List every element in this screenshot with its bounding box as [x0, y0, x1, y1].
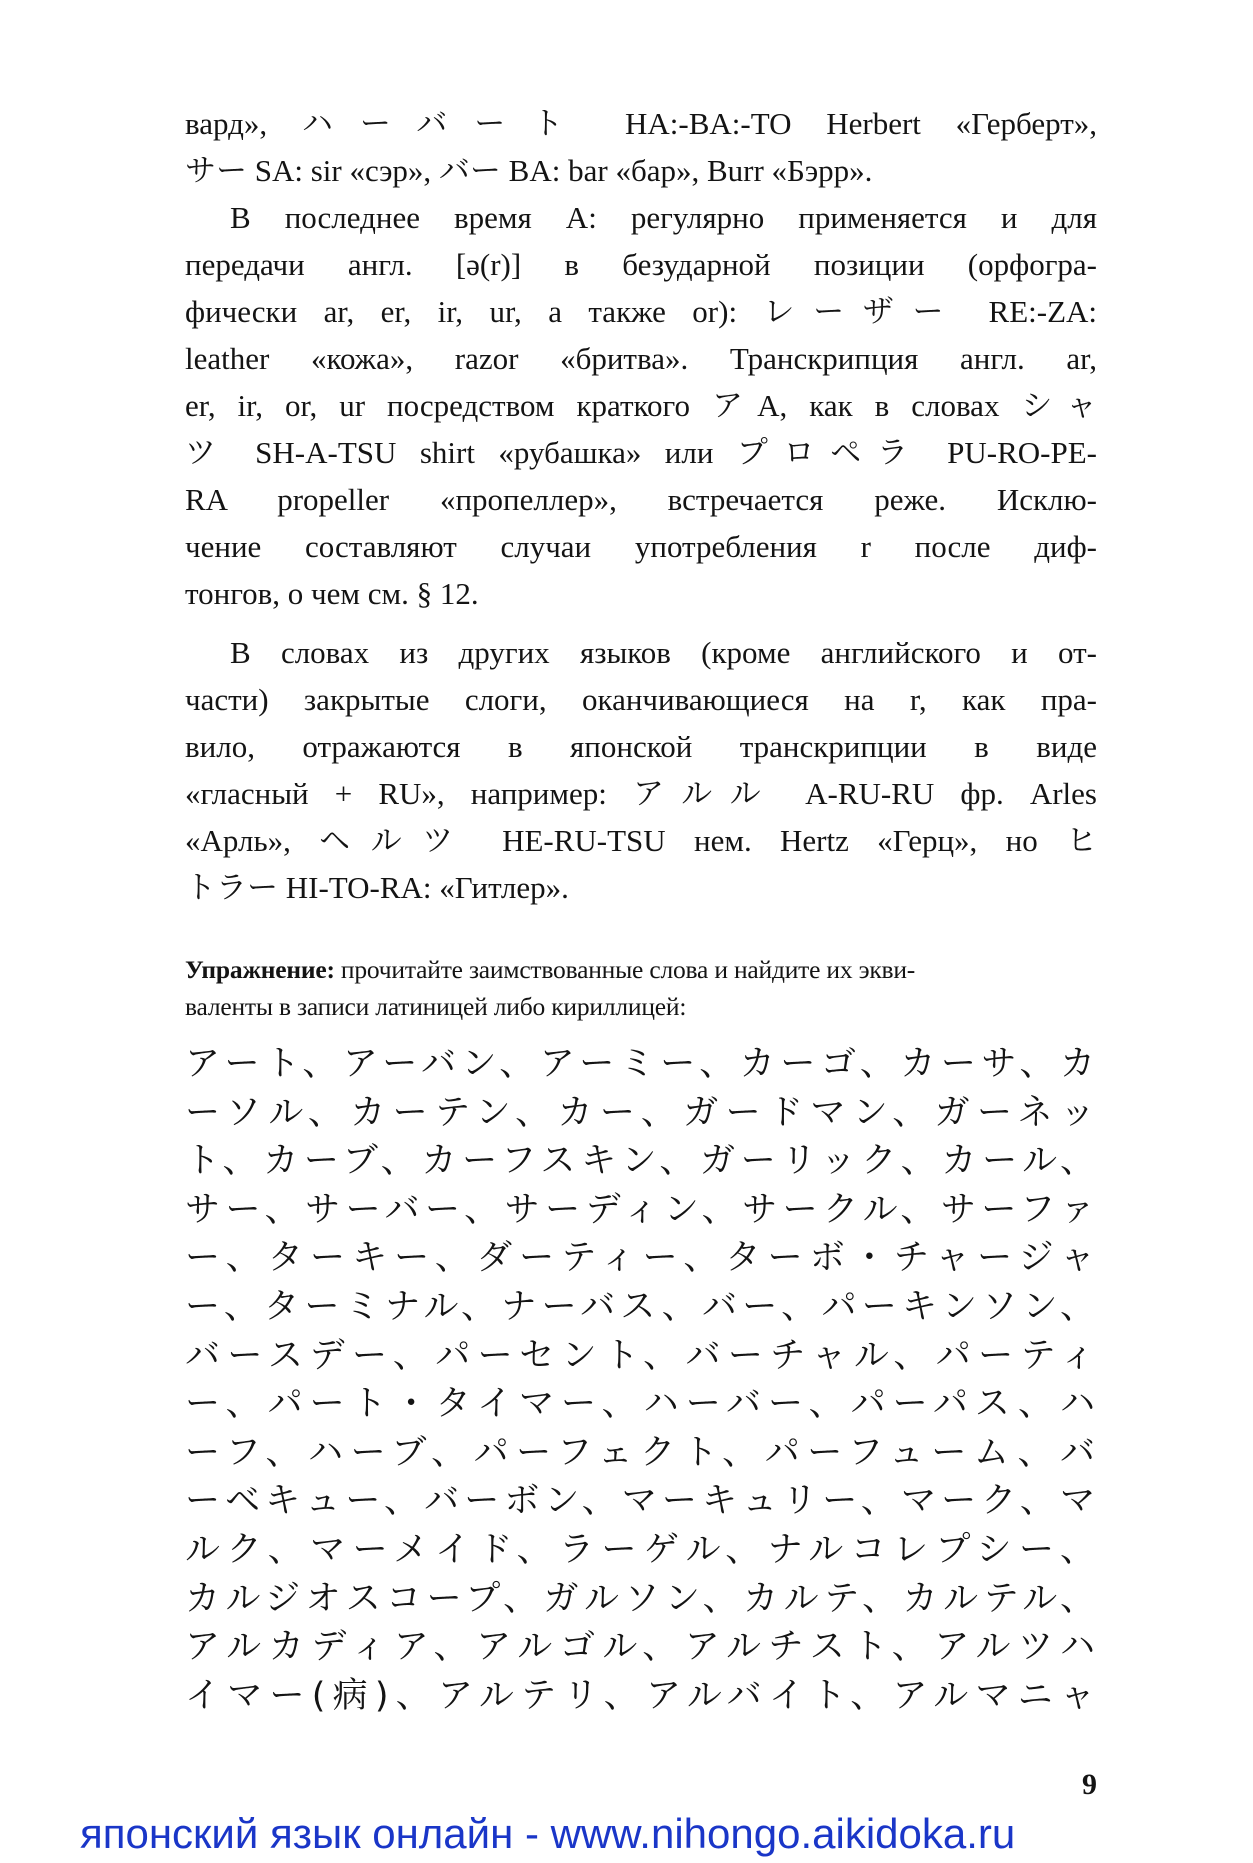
- text-line: er, ir, or, ur посредством краткого アA, как в словах シャ: [185, 388, 1097, 423]
- exercise-line: [185, 951, 1097, 988]
- text-line: чение составляют случаи употребления r после диф-: [185, 529, 1097, 564]
- word-list-line: ー、パート・タイマー、ハーバー、パーパス、ハ: [185, 1384, 1097, 1425]
- text-line: вило, отражаются в японской транскрипции в виде: [185, 729, 1097, 764]
- word-list-line: ーフ、ハーブ、パーフェクト、パーフューム、バ: [185, 1432, 1097, 1473]
- exercise-text: прочитайте заимствованные слова и найдите их экви-: [334, 955, 916, 984]
- text-line: вард», ハーバート HA:-BA:-TO Herbert «Герберт»,: [185, 106, 1097, 141]
- text-line: トラー HI-TO-RA: «Гитлер».: [185, 870, 569, 905]
- paragraph-2: [185, 194, 1097, 617]
- word-list-line: カルジオスコープ、ガルソン、カルテ、カルテル、: [185, 1578, 1097, 1619]
- word-list-line: バースデー、パーセント、バーチャル、パーティ: [185, 1335, 1097, 1376]
- text-line: «Арль», ヘルツ HE-RU-TSU нем. Hertz «Герц», но ヒ: [185, 823, 1097, 858]
- exercise-instruction: [185, 951, 1097, 1025]
- exercise-lead: Упражнение:: [185, 955, 335, 984]
- word-list-line: ト、カーブ、カーフスキン、ガーリック、カール、: [185, 1141, 1097, 1182]
- paragraph-3: [185, 629, 1097, 911]
- text-line: В последнее время A: регулярно применяется и для: [230, 200, 1097, 235]
- word-list-line: アルカディア、アルゴル、アルチスト、アルツハ: [185, 1627, 1097, 1668]
- text-line: RA propeller «пропеллер», встречается реже. Исклю-: [185, 482, 1097, 517]
- text-line: ツ SH-A-TSU shirt «рубашка» или プロペラ PU-RO-PE-: [185, 435, 1097, 470]
- text-line: части) закрытые слоги, оканчивающиеся на r, как пра-: [185, 682, 1097, 717]
- word-list-line: イマー(病)、アルテリ、アルバイト、アルマニャ: [185, 1675, 1097, 1716]
- text-line: передачи англ. [ə(r)] в безударной позиции (орфогра-: [185, 247, 1097, 282]
- page-number: 9: [1082, 1768, 1097, 1801]
- footer-site-link[interactable]: японский язык онлайн - www.nihongo.aikidoka.ru: [80, 1810, 1016, 1857]
- body-text: [185, 100, 1097, 911]
- paragraph-1: [185, 100, 1097, 194]
- text-line: leather «кожа», razor «бритва». Транскрипция англ. ar,: [185, 341, 1097, 376]
- word-list-line: ーベキュー、バーボン、マーキュリー、マーク、マ: [185, 1481, 1097, 1522]
- word-list-line: サー、サーバー、サーディン、サークル、サーファ: [185, 1189, 1097, 1230]
- text-line: «гласный + RU», например: アルル A-RU-RU фр. Arles: [185, 776, 1097, 811]
- text-line: サー SA: sir «сэр», バー BA: bar «бар», Burr «Бэрр».: [185, 153, 873, 188]
- exercise-line: валенты в записи латиницей либо кириллицей:: [185, 992, 687, 1021]
- text-line: тонгов, о чем см. § 12.: [185, 576, 479, 611]
- word-list-line: ーソル、カーテン、カー、ガードマン、ガーネッ: [185, 1092, 1097, 1133]
- text-line: В словах из других языков (кроме английского и от-: [230, 635, 1097, 670]
- word-list-line: ー、ターキー、ダーティー、ターボ・チャージャ: [185, 1238, 1097, 1279]
- word-list-line: ー、ターミナル、ナーバス、バー、パーキンソン、: [185, 1286, 1097, 1327]
- loanword-list: [185, 1040, 1097, 1720]
- text-line: фически ar, er, ir, ur, а также or): レーザー RE:-ZA:: [185, 294, 1097, 329]
- word-list-line: アート、アーバン、アーミー、カーゴ、カーサ、カ: [185, 1044, 1097, 1084]
- word-list-line: ルク、マーメイド、ラーゲル、ナルコレプシー、: [185, 1529, 1097, 1570]
